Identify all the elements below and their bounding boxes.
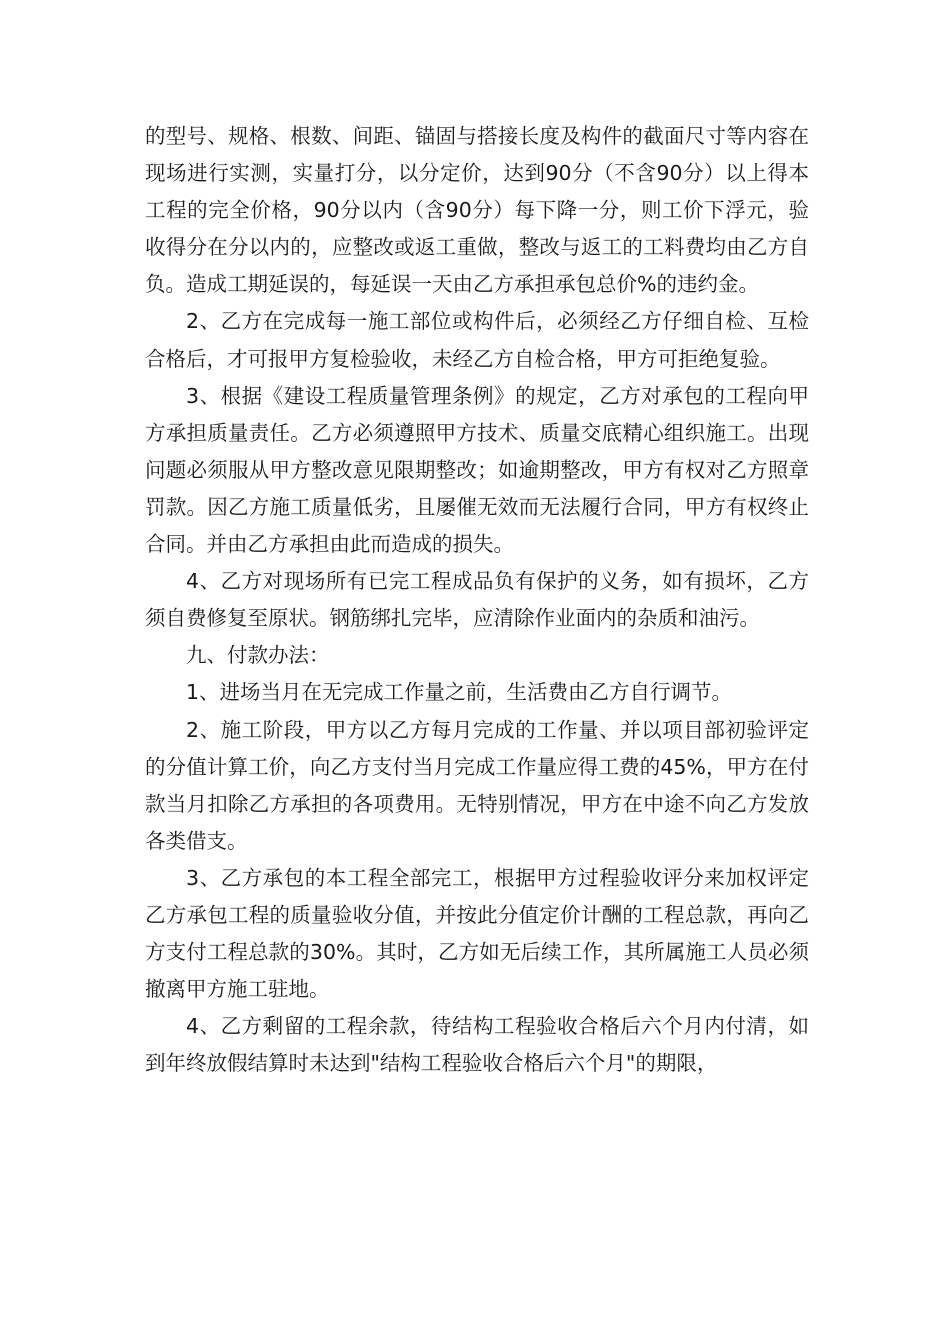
paragraph-8: 3、乙方承包的本工程全部完工，根据甲方过程验收评分来加权评定乙方承包工程的质量验收分值，并按此分值定价计酬的工程总款，再向乙方支付工程总款的30%。其时，乙方如无后续工作，其所属施工人员必须撤离甲方施工驻地。: [145, 865, 809, 1002]
paragraph-2: 2、乙方在完成每一施工部位或构件后，必须经乙方仔细自检、互检合格后，才可报甲方复检验收，未经乙方自检合格，甲方可拒绝复验。: [145, 309, 809, 371]
section-heading-payment: 九、付款办法：: [186, 643, 330, 668]
paragraph-9: 4、乙方剩留的工程余款，待结构工程验收合格后六个月内付清，如到年终放假结算时未达到"结构工程验收合格后六个月"的期限，: [145, 1014, 809, 1076]
document-page: [145, 118, 809, 1082]
paragraph-6: 1、进场当月在无完成工作量之前，生活费由乙方自行调节。: [186, 680, 733, 705]
paragraph-4: 4、乙方对现场所有已完工程成品负有保护的义务，如有损坏，乙方须自费修复至原状。钢筋绑扎完毕，应清除作业面内的杂质和油污。: [145, 569, 809, 631]
paragraph-1: 的型号、规格、根数、间距、锚固与搭接长度及构件的截面尺寸等内容在现场进行实测，实量打分，以分定价，达到90分（不含90分）以上得本工程的完全价格，90分以内（含90分）每下降一分，则工价下浮元，验收得分在分以内的，应整改或返工重做，整改与返工的工料费均由乙方自负。造成工期延误的，每延误一天由乙方承担承包总价%的违约金。: [145, 124, 809, 297]
paragraph-3: 3、根据《建设工程质量管理条例》的规定，乙方对承包的工程向甲方承担质量责任。乙方必须遵照甲方技术、质量交底精心组织施工。出现问题必须服从甲方整改意见限期整改；如逾期整改，甲方有权对乙方照章罚款。因乙方施工质量低劣，且屡催无效而无法履行合同，甲方有权终止合同。并由乙方承担由此而造成的损失。: [145, 383, 809, 557]
paragraph-7: 2、施工阶段，甲方以乙方每月完成的工作量、并以项目部初验评定的分值计算工价，向乙方支付当月完成工作量应得工费的45%，甲方在付款当月扣除乙方承担的各项费用。无特别情况，甲方在中途不向乙方发放各类借支。: [145, 717, 809, 853]
